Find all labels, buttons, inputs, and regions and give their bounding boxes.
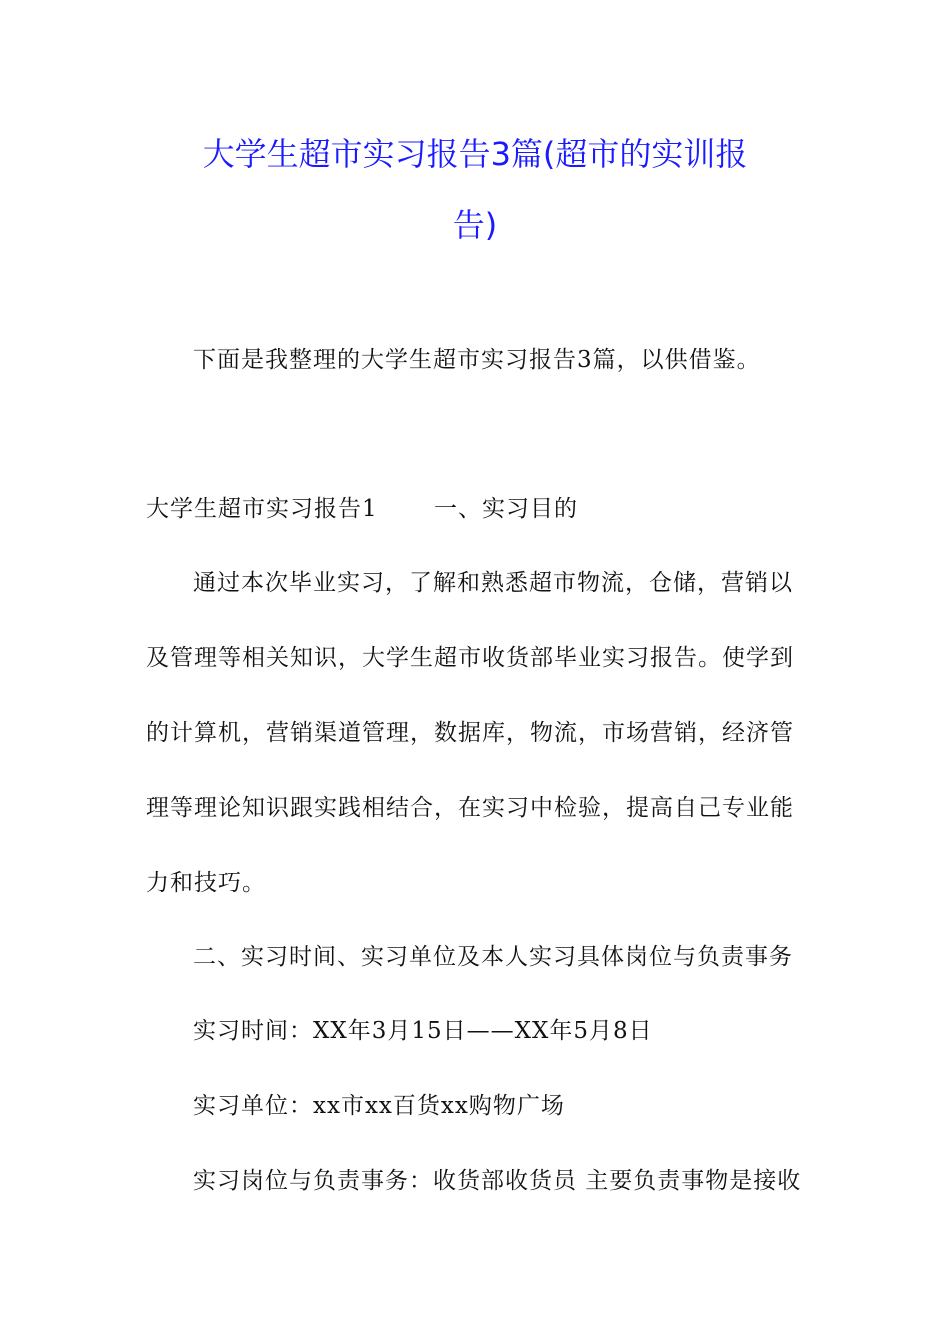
paragraph-line: 理等理论知识跟实践相结合，在实习中检验，提高自己专业能 xyxy=(146,795,794,821)
paragraph-line: 及管理等相关知识，大学生超市收货部毕业实习报告。使学到 xyxy=(146,645,794,671)
document-title-line-1: 大学生超市实习报告3篇(超市的实训报 xyxy=(202,135,748,173)
internship-post: 实习岗位与负责事务：收货部收货员 主要负责事物是接收 xyxy=(193,1168,802,1194)
paragraph-line: 力和技巧。 xyxy=(146,870,266,896)
paragraph-line: 的计算机，营销渠道管理，数据库，物流，市场营销，经济管 xyxy=(146,720,794,746)
internship-unit: 实习单位：xx市xx百货xx购物广场 xyxy=(193,1093,565,1119)
section-heading: 大学生超市实习报告1 一、实习目的 xyxy=(146,496,578,522)
intro-text: 下面是我整理的大学生超市实习报告3篇，以供借鉴。 xyxy=(193,347,761,373)
internship-time: 实习时间：XX年3月15日——XX年5月8日 xyxy=(193,1018,653,1044)
paragraph-line: 通过本次毕业实习，了解和熟悉超市物流，仓储，营销以 xyxy=(193,570,793,596)
subheading: 二、实习时间、实习单位及本人实习具体岗位与负责事务 xyxy=(193,944,793,970)
document-title-line-2: 告) xyxy=(452,206,498,244)
